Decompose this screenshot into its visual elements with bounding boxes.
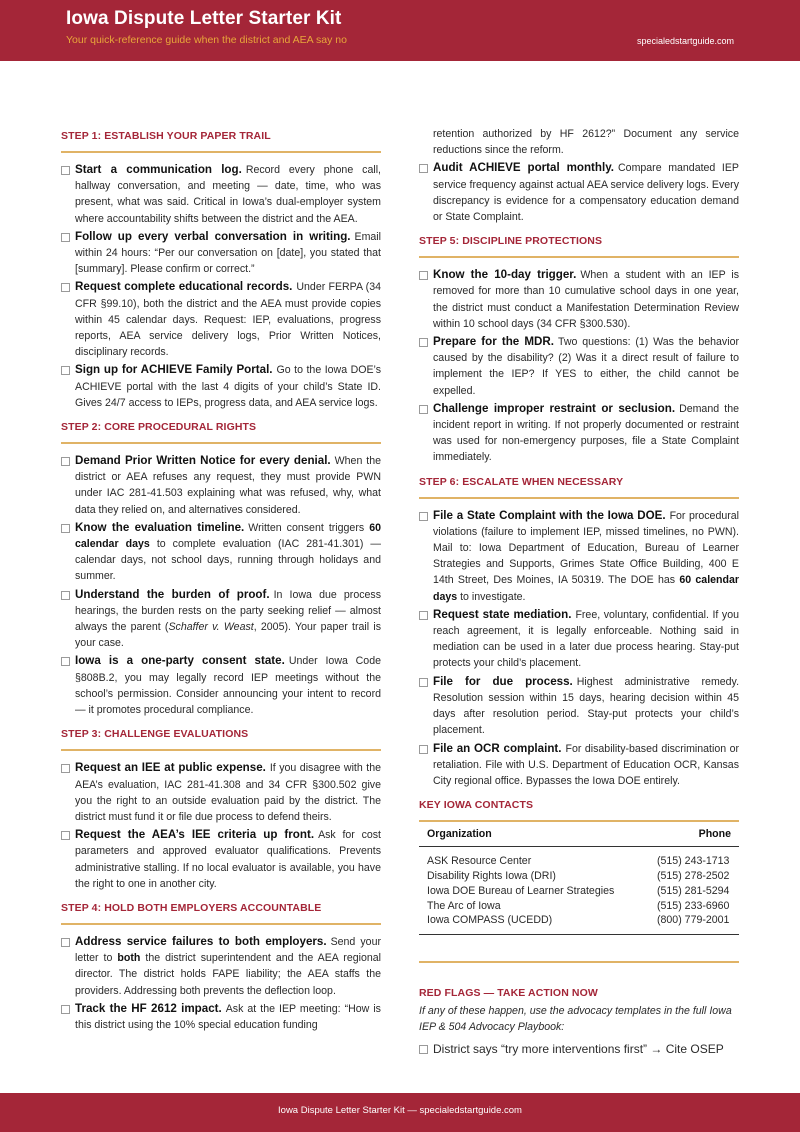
checkbox[interactable]: [61, 831, 70, 840]
checkbox[interactable]: [61, 366, 70, 375]
checkbox[interactable]: [61, 283, 70, 292]
step2-item-timeline[interactable]: Know the evaluation timeline. Written consent triggers 60 calendar days to complete evaluation (IAC 281-41.301) — calendar days, not school days, running through holidays and summer.: [61, 520, 381, 585]
checkbox[interactable]: [419, 271, 428, 280]
step5-heading: STEP 5: DISCIPLINE PROTECTIONS: [419, 235, 603, 248]
page-subtitle: Your quick-reference guide when the district and AEA say no: [66, 34, 347, 46]
checkbox[interactable]: [61, 938, 70, 947]
step4-item-hf2612-continued: retention authorized by HF 2612?” Document any service reductions since the reform.: [433, 128, 739, 157]
checkbox[interactable]: [419, 745, 428, 754]
step3-heading: STEP 3: CHALLENGE EVALUATIONS: [61, 728, 249, 741]
red-flags-divider: [419, 961, 739, 963]
step2-item-consent[interactable]: Iowa is a one-party consent state. Under Iowa Code §808B.2, you may legally record IEP meetings without the school’s permission. Consider announcing your intent to record — it promotes procedural compliance.: [61, 653, 381, 718]
step5-divider: [419, 256, 739, 258]
checkbox[interactable]: [61, 1005, 70, 1014]
red-flags-heading: RED FLAGS — TAKE ACTION NOW: [419, 987, 598, 1000]
step3-item-iee-criteria[interactable]: Request the AEA’s IEE criteria up front. Ask for cost parameters and approved evaluator qualifications. Prevents administrative stalling. If no local evaluator is available, you have the right to one in another city.: [61, 827, 381, 892]
checkbox[interactable]: [61, 524, 70, 533]
step4-heading: STEP 4: HOLD BOTH EMPLOYERS ACCOUNTABLE: [61, 901, 322, 914]
checkbox[interactable]: [61, 166, 70, 175]
checkbox[interactable]: [61, 233, 70, 242]
red-flag-item[interactable]: District says “try more interventions first” → Cite OSEP: [419, 1041, 739, 1058]
step3-divider: [61, 749, 381, 751]
step4-item-both-employers[interactable]: Address service failures to both employers. Send your letter to both the district superintendent and the AEA regional director. The district holds FAPE liability; the AEA staffs the providers. Addressing both prevents the deflection loop.: [61, 934, 381, 999]
checkbox[interactable]: [61, 764, 70, 773]
step1-item-records[interactable]: Request complete educational records. Under FERPA (34 CFR §99.10), both the district and the AEA must provide copies within 45 calendar days. Request: IEP, evaluations, progress reports, AEA service delivery logs, Prior Written Notices, disciplinary records.: [61, 279, 381, 360]
contacts-col-phone: Phone: [649, 822, 739, 847]
contacts-col-organization: Organization: [419, 822, 649, 847]
checkbox[interactable]: [419, 678, 428, 687]
step5-item-restraint[interactable]: Challenge improper restraint or seclusion. Demand the incident report in writing. If not properly documented or restraint was used for non-emergency purposes, file a State Complaint immediately.: [419, 401, 739, 466]
checkbox[interactable]: [419, 164, 428, 173]
red-flags-intro: If any of these happen, use the advocacy templates in the full Iowa IEP & 504 Advocacy Playbook:: [419, 1005, 732, 1034]
contacts-heading: KEY IOWA CONTACTS: [419, 799, 534, 812]
page-header: [0, 0, 800, 61]
step1-item-achieve[interactable]: Sign up for ACHIEVE Family Portal. Go to the Iowa DOE’s ACHIEVE portal with the last 4 digits of your child’s State ID. Gives 24/7 access to IEPs, progress data, and AEA service logs.: [61, 362, 381, 411]
table-row: ASK Resource Center (515) 243-1713: [427, 855, 730, 868]
checkbox[interactable]: [61, 457, 70, 466]
step5-item-10-day[interactable]: Know the 10-day trigger. When a student with an IEP is removed for more than 10 cumulative school days in one year, the district must conduct a Manifestation Determination Review within 10 school days (34 CFR §300.530).: [419, 267, 739, 332]
page-footer: Iowa Dispute Letter Starter Kit — specialedstartguide.com: [0, 1093, 800, 1132]
step4-item-hf2612[interactable]: Track the HF 2612 impact. Ask at the IEP meeting: “How is this district using the 10% special education funding: [61, 1001, 381, 1033]
step1-divider: [61, 151, 381, 153]
step6-divider: [419, 497, 739, 499]
checkbox[interactable]: [419, 611, 428, 620]
step6-item-due-process[interactable]: File for due process. Highest administrative remedy. Resolution session within 15 days, hearing decision within 45 days after resolution period. Stay-put protects your child’s placement.: [419, 674, 739, 739]
step2-item-burden[interactable]: Understand the burden of proof. In Iowa due process hearings, the burden rests on the party seeking relief — almost always the parent (Schaffer v. Weast, 2005). Your paper trail is your case.: [61, 587, 381, 652]
page-title: Iowa Dispute Letter Starter Kit: [66, 8, 342, 29]
right-column: [419, 126, 739, 1058]
contacts-table: [419, 822, 739, 935]
step6-item-ocr[interactable]: File an OCR complaint. For disability-based discrimination or retaliation. File with U.S. Department of Education OCR, Kansas City regional office. Bypasses the Iowa DOE entirely.: [419, 741, 739, 790]
checkbox[interactable]: [419, 338, 428, 347]
step6-item-mediation[interactable]: Request state mediation. Free, voluntary, confidential. If you reach agreement, it is legally enforceable. Nothing said in mediation can be used in a later due process hearing. Stay-put protects your child’s placement.: [419, 607, 739, 672]
step2-item-pwn[interactable]: Demand Prior Written Notice for every denial. When the district or AEA refuses any request, they must provide PWN under IAC 281-41.503 explaining what was refused, why, what data they relied on, and alternatives considered.: [61, 453, 381, 518]
table-row: Iowa COMPASS (UCEDD) (800) 779-2001: [419, 913, 739, 934]
checkbox[interactable]: [419, 405, 428, 414]
step6-item-state-complaint[interactable]: File a State Complaint with the Iowa DOE. For procedural violations (failure to implement IEP, missed timelines, no PWN). Mail to: Iowa Department of Education, Bureau of Learner Strategies and Supports, Grimes State Office Building, 400 E 14th Street, Des Moines, IA 50319. The DOE has 60 calendar days to investigate.: [419, 508, 739, 605]
step1-heading: STEP 1: ESTABLISH YOUR PAPER TRAIL: [61, 130, 271, 142]
table-row: The Arc of Iowa (515) 233-6960: [427, 899, 730, 912]
header-site-link[interactable]: specialedstartguide.com: [636, 36, 734, 46]
checkbox[interactable]: [419, 1045, 428, 1054]
step3-item-iee[interactable]: Request an IEE at public expense. If you disagree with the AEA’s evaluation, IAC 281-41.308 and 34 CFR §300.502 give you the right to an outside evaluation paid by the district. The district must fund it or file due process to defend theirs.: [61, 760, 381, 825]
step1-item-follow-up[interactable]: Follow up every verbal conversation in writing. Email within 24 hours: “Per our conversation on [date], you stated that [summary]. Please confirm or correct.”: [61, 229, 381, 278]
checkbox[interactable]: [61, 657, 70, 666]
table-row: Disability Rights Iowa (DRI) (515) 278-2502: [427, 869, 730, 882]
step5-item-mdr[interactable]: Prepare for the MDR. Two questions: (1) Was the behavior caused by the disability? (2) Was it a direct result of failure to implement the IEP? If YES to either, the child cannot be expelled.: [419, 334, 739, 399]
step2-divider: [61, 442, 381, 444]
step2-heading: STEP 2: CORE PROCEDURAL RIGHTS: [61, 421, 257, 434]
step6-heading: STEP 6: ESCALATE WHEN NECESSARY: [419, 475, 624, 488]
table-row: Iowa DOE Bureau of Learner Strategies (515) 281-5294: [427, 884, 730, 897]
step4-item-audit-achieve[interactable]: Audit ACHIEVE portal monthly. Compare mandated IEP service frequency against actual AEA service delivery logs. Every discrepancy is evidence for a compensatory education demand or State Complaint.: [419, 160, 739, 225]
checkbox[interactable]: [419, 512, 428, 521]
left-column: [61, 126, 381, 1035]
step4-divider: [61, 923, 381, 925]
checkbox[interactable]: [61, 591, 70, 600]
step1-item-communication-log[interactable]: Start a communication log. Record every phone call, hallway conversation, and meeting — date, time, who was present, what was said. Critical in Iowa’s dual-employer system where accountability shifts between the district and the AEA.: [61, 162, 381, 227]
